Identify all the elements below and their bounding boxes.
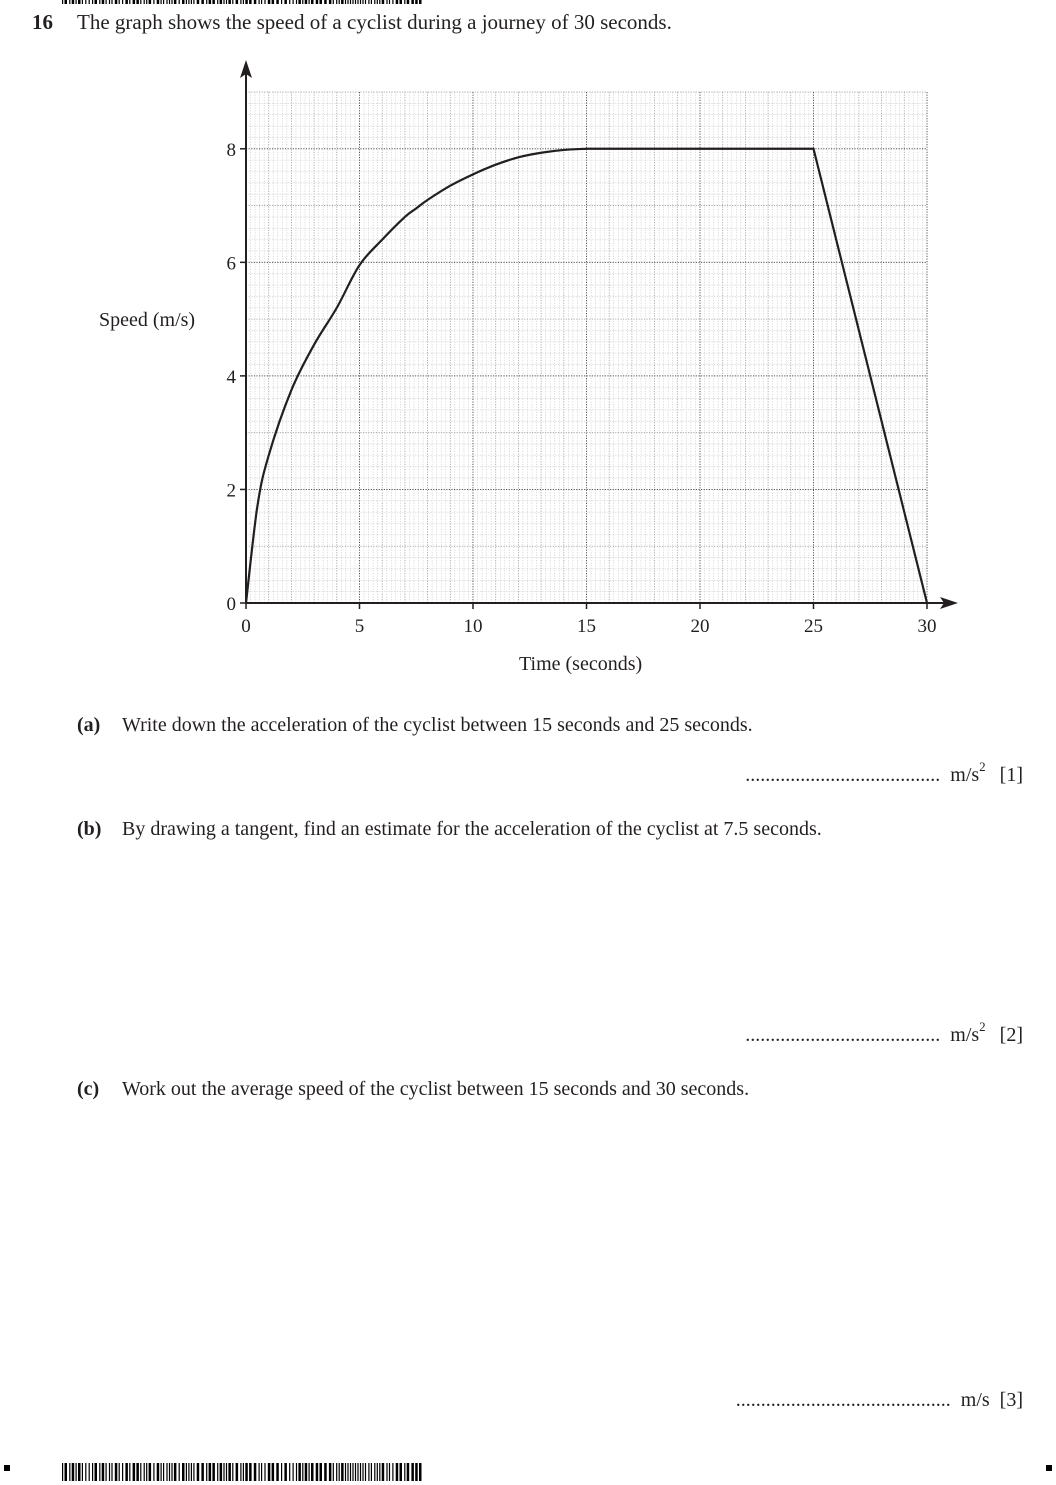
answer-dots: .......................................: [745, 1024, 941, 1046]
barcode-bar: [324, 1463, 327, 1481]
barcode-bar: [276, 1463, 279, 1481]
answer-unit: m/s: [950, 764, 980, 786]
barcode-bar: [122, 1463, 123, 1481]
barcode-bar: [65, 1463, 68, 1481]
barcode-bar: [197, 1463, 200, 1481]
barcode-bar: [259, 1463, 260, 1481]
barcode-bar: [261, 1463, 262, 1481]
part-b-text: By drawing a tangent, find an estimate for the acceleration of the cyclist at 7.5 seconds.: [122, 818, 822, 840]
barcode-bar: [357, 1463, 358, 1481]
barcode-bar: [223, 1463, 224, 1481]
x-tick-label: 5: [354, 616, 365, 637]
part-a-label: (a): [77, 714, 101, 736]
barcode-bar: [212, 1463, 215, 1481]
barcode-bar: [392, 1463, 393, 1481]
barcode-bar: [149, 1463, 152, 1481]
barcode-bar: [109, 1463, 110, 1481]
ticks: [240, 149, 927, 609]
barcode-bar: [333, 1463, 334, 1481]
part-a-text: Write down the acceleration of the cyclist between 15 seconds and 25 seconds.: [122, 714, 753, 736]
barcode-bar: [174, 1463, 177, 1481]
barcode-bar: [329, 1463, 332, 1481]
barcode-bar: [320, 1463, 323, 1481]
barcode-bar: [309, 1463, 310, 1481]
answer-dots: .......................................: [745, 764, 941, 786]
answer-dots: ...........................................: [735, 1389, 951, 1411]
part-a-answer-line[interactable]: [745, 759, 1023, 787]
question-stem: The graph shows the speed of a cyclist during a journey of 30 seconds.: [77, 10, 672, 34]
barcode-bar: [129, 1463, 130, 1481]
barcode-bar: [368, 1463, 369, 1481]
barcode-bar: [161, 1463, 162, 1481]
barcode-bar: [188, 1463, 189, 1481]
barcode-bar: [355, 1463, 356, 1481]
barcode-bar: [243, 1463, 244, 1481]
barcode-bar: [316, 1463, 319, 1481]
axes: [240, 60, 958, 609]
barcode-bar: [89, 1463, 90, 1481]
barcode-bar: [226, 1463, 227, 1481]
barcode-bar: [284, 1463, 287, 1481]
barcode-bar: [245, 1463, 248, 1481]
barcode-bar: [144, 1463, 145, 1481]
answer-unit: m/s: [960, 1389, 990, 1411]
barcode-bar: [347, 1463, 348, 1481]
barcode-bar: [78, 1463, 81, 1481]
barcode-bar: [400, 1463, 403, 1481]
barcode-bar: [407, 1463, 410, 1481]
barcode-bar: [217, 1463, 218, 1481]
barcode-bar: [171, 1463, 172, 1481]
answer-marks: [2]: [999, 1024, 1023, 1046]
barcode-bar: [411, 1463, 414, 1481]
x-axis-label: Time (seconds): [519, 653, 643, 675]
barcode-bar: [415, 1463, 418, 1481]
y-tick-label: 2: [226, 480, 236, 502]
barcode-bar: [336, 1463, 337, 1481]
barcode-bar: [339, 1463, 340, 1481]
barcode-bar: [360, 1463, 361, 1481]
barcode-bar: [386, 1463, 387, 1481]
barcode-bar: [95, 1463, 98, 1481]
barcode-bar: [396, 1463, 399, 1481]
barcode-bar: [289, 1463, 290, 1481]
barcode-bar: [220, 1463, 223, 1481]
barcode-bar: [169, 1463, 170, 1481]
barcode-bar: [302, 1463, 303, 1481]
barcode-bar: [140, 1463, 141, 1481]
barcode-bar: [379, 1463, 380, 1481]
barcode-bar: [377, 1463, 378, 1481]
barcode-bar: [268, 1463, 271, 1481]
barcode-bar: [76, 1463, 77, 1481]
barcode-bar: [404, 1463, 405, 1481]
part-b-label: (b): [77, 818, 102, 840]
y-axis-label: Speed (m/s): [99, 309, 196, 331]
x-tick-label: 25: [804, 616, 823, 637]
barcode-bar: [281, 1463, 282, 1481]
barcode-bar: [209, 1463, 212, 1481]
barcode-bar: [305, 1463, 308, 1481]
barcode-bar: [228, 1463, 231, 1481]
barcode-bar: [72, 1463, 75, 1481]
barcode-bar: [374, 1463, 375, 1481]
barcode-bar: [272, 1463, 275, 1481]
barcode-bar: [264, 1463, 265, 1481]
barcode-bar: [296, 1463, 297, 1481]
barcode-bar: [240, 1463, 241, 1481]
x-tick-label: 0: [241, 616, 251, 637]
question-number: 16: [32, 10, 53, 34]
barcode-bar: [136, 1463, 139, 1481]
barcode-bar: [146, 1463, 147, 1481]
barcode-bar: [341, 1463, 344, 1481]
part-c-answer-line[interactable]: [736, 1389, 1023, 1412]
barcode-bar: [206, 1463, 207, 1481]
grid-major: [246, 92, 927, 603]
barcode-bar: [69, 1463, 70, 1481]
barcode-bar: [179, 1463, 180, 1481]
barcode-bar: [382, 1463, 385, 1481]
barcode-bar: [298, 1463, 301, 1481]
registration-mark-right: [1046, 1465, 1052, 1471]
barcode-bar: [62, 1463, 63, 1481]
answer-unit-sup: 2: [979, 1019, 986, 1035]
registration-mark-left: [4, 1465, 10, 1471]
barcode-bar: [232, 1463, 233, 1481]
speed-time-graph: [0, 0, 1056, 700]
barcode-bar: [371, 1463, 372, 1481]
barcode-bar: [119, 1463, 120, 1481]
barcode-bar: [163, 1463, 164, 1481]
barcode-bar: [102, 1463, 105, 1481]
barcode-bar: [191, 1463, 192, 1481]
barcode-bar: [201, 1463, 204, 1481]
barcode-bar: [193, 1463, 194, 1481]
y-tick-label: 0: [226, 594, 236, 615]
y-tick-label: 4: [226, 366, 236, 388]
barcode-bar: [249, 1463, 252, 1481]
barcode-bar: [186, 1463, 187, 1481]
barcode-bar: [362, 1463, 363, 1481]
barcode-bar: [111, 1463, 112, 1481]
y-tick-label: 6: [226, 253, 236, 275]
barcode-bar: [85, 1463, 86, 1481]
y-tick-label: 8: [226, 139, 236, 161]
x-tick-label: 10: [463, 616, 483, 637]
barcode-bar: [236, 1463, 239, 1481]
barcode-bar: [365, 1463, 366, 1481]
answer-marks: [3]: [999, 1389, 1023, 1411]
barcode-bar: [133, 1463, 136, 1481]
answer-unit-sup: 2: [979, 759, 986, 775]
barcode-bar: [345, 1463, 346, 1481]
barcode: [62, 1463, 424, 1481]
answer-unit: m/s: [950, 1024, 980, 1046]
barcode-bar: [182, 1463, 185, 1481]
barcode-bar: [99, 1463, 100, 1481]
barcode-bar: [311, 1463, 314, 1481]
barcode-bar: [92, 1463, 93, 1481]
x-tick-label: 30: [917, 616, 937, 637]
barcode-bar: [106, 1463, 107, 1481]
barcode-bar: [125, 1463, 128, 1481]
barcode-bar: [350, 1463, 351, 1481]
barcode-bar: [254, 1463, 256, 1481]
barcode-bar: [166, 1463, 167, 1481]
x-tick-label: 15: [577, 616, 596, 637]
answer-marks: [1]: [999, 764, 1023, 786]
barcode-bar: [157, 1463, 160, 1481]
barcode-bar: [389, 1463, 390, 1481]
barcode-bar: [419, 1463, 422, 1481]
part-c-text: Work out the average speed of the cyclist between 15 seconds and 30 seconds.: [122, 1078, 750, 1100]
part-c-label: (c): [77, 1078, 100, 1100]
x-tick-label: 20: [690, 616, 710, 637]
part-b-answer-line[interactable]: [745, 1019, 1023, 1047]
barcode-bar: [293, 1463, 294, 1481]
barcode-bar: [153, 1463, 154, 1481]
barcode-bar: [115, 1463, 118, 1481]
barcode-bar: [352, 1463, 353, 1481]
barcode-bar: [82, 1463, 83, 1481]
